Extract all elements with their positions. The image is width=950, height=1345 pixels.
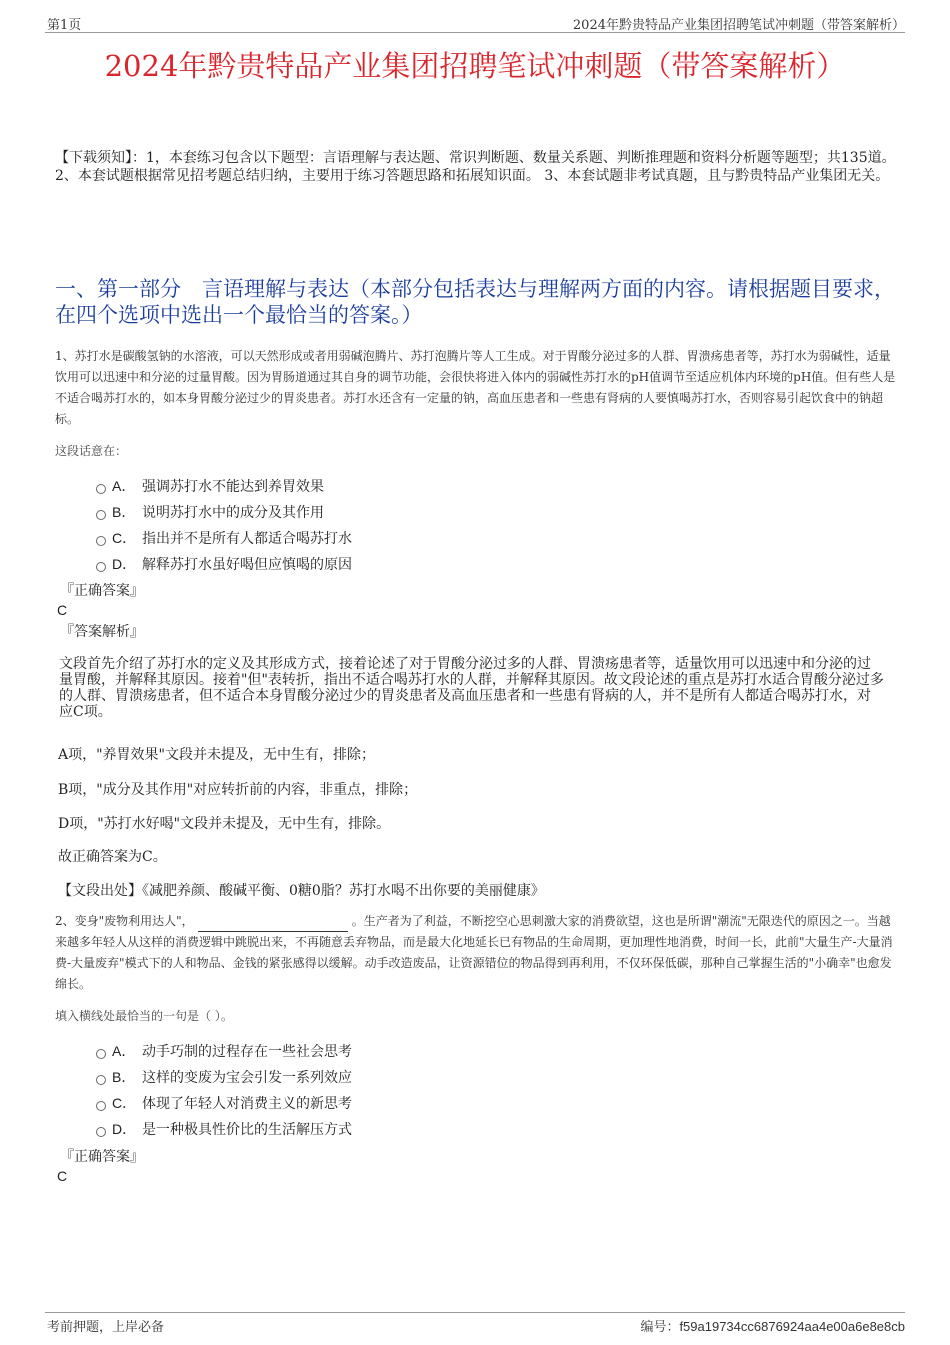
answer-analysis: 文段首先介绍了苏打水的定义及其形成方式，接着论述了对于胃酸分泌过多的人群、胃溃疡患者等，适量饮用可以迅速中和分泌的过量胃酸，并解释其原因。接着"但"表转折，指出不适合喝苏打水的人群，并解释其原因。故文段论述的重点是苏打水适合胃酸分泌过多的人群、胃溃疡患者，但不适合本身胃酸分泌过少的胃炎患者及高血压患者和一些患有肾病的人，并不是所有人都适合喝苏打水，对应C项。 bbox=[59, 656, 884, 720]
option-text: 体现了年轻人对消费主义的新思考 bbox=[142, 1096, 352, 1112]
footer-slogan: 考前押题，上岸必备 bbox=[47, 1320, 165, 1335]
option-text: 说明苏打水中的成分及其作用 bbox=[142, 505, 324, 521]
option-text: 动手巧制的过程存在一些社会思考 bbox=[142, 1044, 352, 1060]
question-2-stem-after: 。生产者为了利益，不断挖空心思刺激大家的消费欲望，这也是所谓"潮流"无限迭代的原因之一。当越来越多年轻人从这样的消费逻辑中跳脱出来，不再随意丢弃物品，而是最大化地延长已有物品的生命周期，更加理性地消费，时间一长，此前"大量生产-大量消费-大量废弃"模式下的人和物品、金钱的紧张感得以缓解。动手改造废品，让资源错位的物品得到再利用，不仅环保低碳，那种自己掌握生活的"小确幸"也愈发绵长。 bbox=[55, 914, 893, 991]
radio-icon[interactable] bbox=[96, 1075, 106, 1085]
correct-answer-label: 『正确答案』 bbox=[60, 583, 144, 599]
analysis-conclusion: 故正确答案为C。 bbox=[58, 849, 167, 865]
option-text: 是一种极具性价比的生活解压方式 bbox=[142, 1122, 352, 1138]
option-key: B． bbox=[112, 504, 136, 520]
question-2-option-a[interactable] bbox=[96, 1041, 352, 1061]
analysis-label: 『答案解析』 bbox=[60, 624, 144, 640]
question-1-option-d[interactable] bbox=[96, 554, 352, 574]
correct-answer-value: C bbox=[57, 1168, 68, 1184]
question-1-option-a[interactable] bbox=[96, 476, 324, 496]
radio-icon[interactable] bbox=[96, 510, 106, 520]
analysis-line-d: D项，"苏打水好喝"文段并未提及，无中生有，排除。 bbox=[58, 816, 391, 832]
question-1-stem: 1、苏打水是碳酸氢钠的水溶液，可以天然形成或者用弱碱泡腾片、苏打泡腾片等人工生成。对于胃酸分泌过多的人群、胃溃疡患者等，苏打水为弱碱性，适量饮用可以迅速中和分泌的过量胃酸。因为胃肠道通过其自身的调节功能，会很快将进入体内的弱碱性苏打水的pH值调节至适应机体内环境的pH值。但有些人是不适合喝苏打水的，如本身胃酸分泌过少的胃炎患者。苏打水还含有一定量的钠，高血压患者和一些患有肾病的人要慎喝苏打水，否则容易引起饮食中的钠超标。 bbox=[55, 349, 896, 426]
question-2-stem bbox=[55, 911, 900, 995]
radio-icon[interactable] bbox=[96, 1101, 106, 1111]
option-key: D． bbox=[112, 556, 137, 572]
option-key: A． bbox=[112, 478, 136, 494]
question-1-prompt: 这段话意在： bbox=[55, 444, 128, 458]
document-title: 2024年黔贵特品产业集团招聘笔试冲刺题（带答案解析） bbox=[104, 49, 846, 83]
option-key: B． bbox=[112, 1069, 136, 1085]
radio-icon[interactable] bbox=[96, 1127, 106, 1137]
question-2-option-b[interactable] bbox=[96, 1067, 352, 1087]
analysis-line-a: A项，"养胃效果"文段并未提及，无中生有，排除； bbox=[58, 747, 375, 763]
radio-icon[interactable] bbox=[96, 562, 106, 572]
page-footer bbox=[45, 1312, 905, 1333]
section-title: 一、第一部分 言语理解与表达（本部分包括表达与理解两方面的内容。请根据题目要求，在四个选项中选出一个最恰当的答案。） bbox=[55, 277, 895, 327]
option-key: C． bbox=[112, 1095, 137, 1111]
radio-icon[interactable] bbox=[96, 484, 106, 494]
correct-answer-value: C bbox=[57, 602, 68, 618]
option-text: 解释苏打水虽好喝但应慎喝的原因 bbox=[142, 557, 352, 573]
option-text: 强调苏打水不能达到养胃效果 bbox=[142, 479, 324, 495]
correct-answer-label: 『正确答案』 bbox=[60, 1149, 144, 1165]
radio-icon[interactable] bbox=[96, 536, 106, 546]
footer-doc-id: 编号：f59a19734cc6876924aa4e00a6e8e8cb bbox=[640, 1319, 905, 1334]
question-2-prompt: 填入横线处最恰当的一句是（ ）。 bbox=[55, 1009, 233, 1023]
question-2-stem-before: 2、变身"废物利用达人"， bbox=[55, 914, 194, 928]
question-1-option-c[interactable] bbox=[96, 528, 352, 548]
analysis-line-b: B项，"成分及其作用"对应转折前的内容，非重点，排除； bbox=[58, 782, 418, 798]
option-key: A． bbox=[112, 1043, 136, 1059]
text-source: 【文段出处】《减肥养颜、酸碱平衡、0糖0脂？苏打水喝不出你要的美丽健康》 bbox=[58, 883, 545, 899]
radio-icon[interactable] bbox=[96, 1049, 106, 1059]
fill-blank bbox=[198, 919, 348, 932]
page-number-label: 第1页 bbox=[47, 18, 82, 33]
option-text: 指出并不是所有人都适合喝苏打水 bbox=[142, 531, 352, 547]
option-key: D． bbox=[112, 1121, 137, 1137]
question-2-option-d[interactable] bbox=[96, 1119, 352, 1139]
option-text: 这样的变废为宝会引发一系列效应 bbox=[142, 1070, 352, 1086]
question-2-option-c[interactable] bbox=[96, 1093, 352, 1113]
download-notice: 【下载须知】：1，本套练习包含以下题型：言语理解与表达题、常识判断题、数量关系题、判断推理题和资料分析题等题型；共135道。 2、本套试题根据常见招考题总结归纳，主要用于练习答题思路和拓展知识面。 3、本套试题非考试真题，且与黔贵特品产业集团无关。 bbox=[55, 150, 896, 184]
page-header bbox=[45, 14, 905, 33]
header-doc-title: 2024年黔贵特品产业集团招聘笔试冲刺题（带答案解析） bbox=[572, 18, 905, 33]
question-1-option-b[interactable] bbox=[96, 502, 324, 522]
option-key: C． bbox=[112, 530, 137, 546]
